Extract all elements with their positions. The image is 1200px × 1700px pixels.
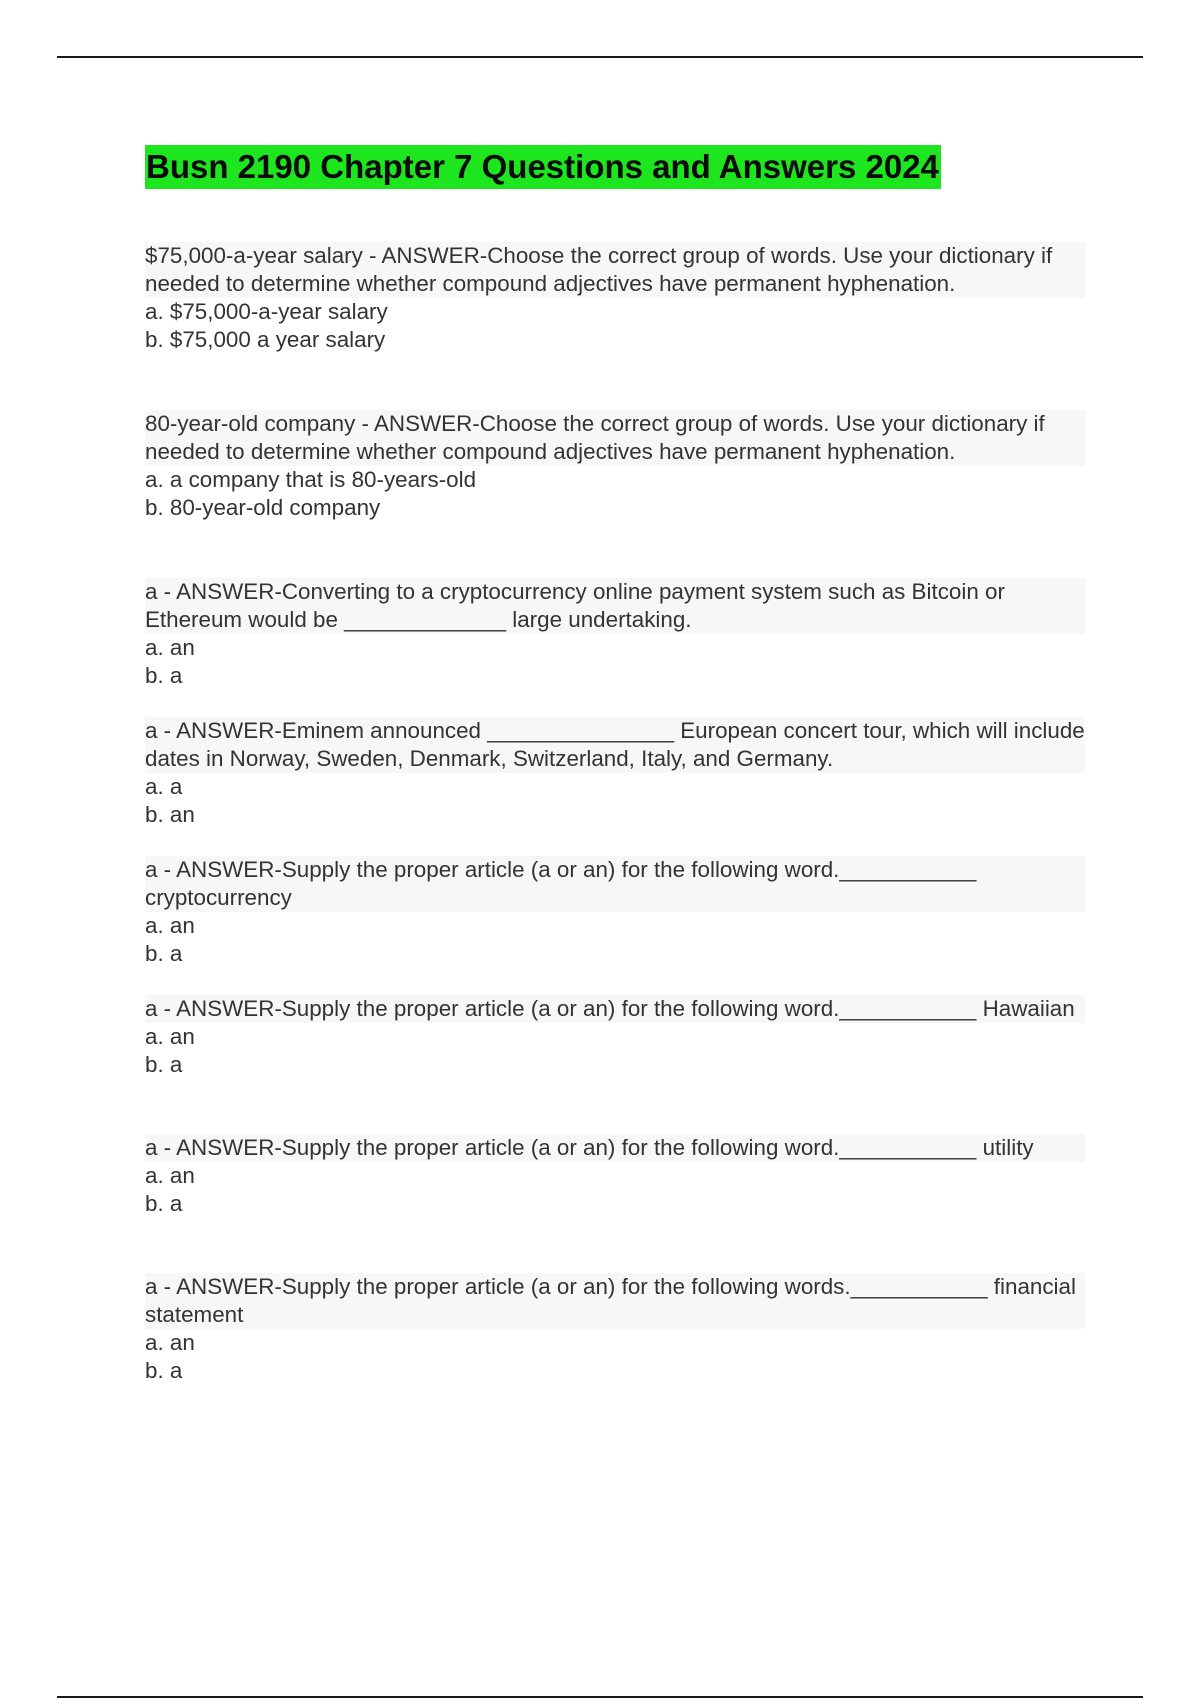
title-block bbox=[145, 145, 941, 189]
question-text: a - ANSWER-Supply the proper article (a or an) for the following word.___________ cryptocurrency bbox=[145, 856, 1085, 912]
option-b: b. an bbox=[145, 802, 195, 827]
question-block bbox=[145, 1134, 1085, 1218]
option-b: b. $75,000 a year salary bbox=[145, 327, 386, 352]
option-a: a. $75,000-a-year salary bbox=[145, 299, 388, 324]
option-b: b. a bbox=[145, 941, 183, 966]
top-rule bbox=[57, 56, 1143, 58]
question-block bbox=[145, 410, 1085, 522]
question-block bbox=[145, 1273, 1085, 1385]
question-text: a - ANSWER-Supply the proper article (a or an) for the following word.___________ utility bbox=[145, 1134, 1085, 1162]
option-a: a. an bbox=[145, 1163, 195, 1188]
option-a: a. an bbox=[145, 635, 195, 660]
question-text: a - ANSWER-Supply the proper article (a or an) for the following word.___________ Hawaiian bbox=[145, 995, 1085, 1023]
bottom-rule bbox=[57, 1696, 1143, 1698]
question-text: a - ANSWER-Converting to a cryptocurrency online payment system such as Bitcoin or Ethereum would be _____________ large undertaking. bbox=[145, 578, 1085, 634]
option-a: a. a bbox=[145, 774, 183, 799]
question-block bbox=[145, 242, 1085, 354]
option-b: b. a bbox=[145, 1052, 183, 1077]
question-text: a - ANSWER-Eminem announced _______________ European concert tour, which will include dates in Norway, Sweden, Denmark, Switzerland, Italy, and Germany. bbox=[145, 718, 1085, 771]
question-block bbox=[145, 717, 1085, 829]
question-text: a - ANSWER-Supply the proper article (a or an) for the following words.___________ financial statement bbox=[145, 1273, 1085, 1329]
question-block bbox=[145, 856, 1085, 968]
document-title: Busn 2190 Chapter 7 Questions and Answers 2024 bbox=[145, 145, 941, 189]
option-a: a. an bbox=[145, 1330, 195, 1355]
question-block bbox=[145, 995, 1085, 1079]
option-b: b. a bbox=[145, 1358, 183, 1383]
question-text: 80-year-old company - ANSWER-Choose the correct group of words. Use your dictionary if needed to determine whether compound adjectives have permanent hyphenation. bbox=[145, 410, 1085, 466]
question-block bbox=[145, 578, 1085, 690]
option-b: b. 80-year-old company bbox=[145, 495, 381, 520]
option-a: a. an bbox=[145, 913, 195, 938]
question-text: $75,000-a-year salary - ANSWER-Choose the correct group of words. Use your dictionary if needed to determine whether compound adjectives have permanent hyphenation. bbox=[145, 242, 1085, 298]
option-a: a. a company that is 80-years-old bbox=[145, 467, 477, 492]
option-b: b. a bbox=[145, 1191, 183, 1216]
option-b: b. a bbox=[145, 663, 183, 688]
option-a: a. an bbox=[145, 1024, 195, 1049]
